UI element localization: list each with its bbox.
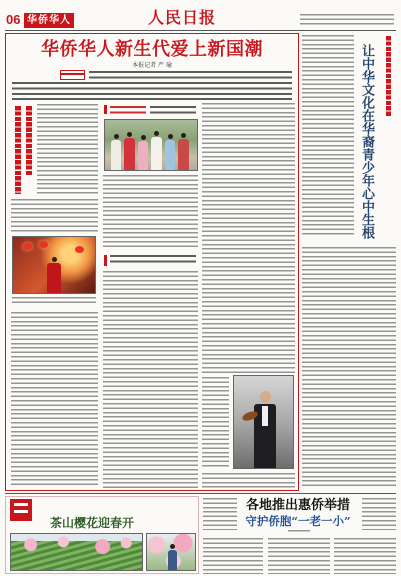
body-text: [362, 498, 396, 530]
photo-story-headline: 茶山樱花迎春开: [50, 516, 135, 530]
subheadline-marker: [104, 255, 107, 266]
subheadline-marker: [104, 105, 107, 114]
lantern: [75, 246, 84, 253]
photo-festive-lanterns: [12, 236, 96, 294]
lead-intro-text: [12, 82, 292, 100]
body-text: [202, 103, 295, 373]
subheadline: [110, 106, 146, 114]
news-subheadline: 守护侨胞“一老一小”: [245, 514, 351, 528]
page-number: 06: [6, 12, 21, 27]
body-text: [103, 175, 198, 250]
photo-caption: [12, 297, 96, 306]
body-text: [11, 312, 98, 488]
person-figure: [151, 137, 162, 171]
body-text: [334, 538, 396, 574]
lead-label-tag: [60, 70, 85, 80]
photo-tea-hills-cherry-blossoms: [10, 533, 143, 571]
person-figure: [165, 140, 175, 171]
body-text: [302, 35, 354, 235]
photo-caption: [202, 377, 229, 468]
lead-headline: 华侨华人新生代爱上新国潮: [41, 39, 263, 60]
subheadline: [110, 255, 196, 266]
vertical-subheadline: [26, 106, 32, 176]
photo-group-in-hanfu: [104, 119, 198, 171]
lantern: [39, 241, 48, 248]
body-text: [37, 104, 98, 196]
subheadline: [150, 106, 196, 114]
shirt: [262, 406, 268, 426]
body-text: [203, 538, 263, 574]
body-text: [202, 473, 295, 488]
section-tag: 华侨华人: [24, 13, 74, 28]
vertical-subheadline: [15, 106, 21, 194]
body-text: [11, 199, 98, 232]
person-figure: [138, 141, 148, 171]
section-rule: [5, 493, 396, 494]
header-dateline: [300, 14, 394, 27]
masthead-logo: 人民日报: [148, 8, 217, 27]
person-figure: [47, 263, 61, 294]
person-figure: [111, 140, 121, 171]
photo-cherry-blossoms: [146, 533, 196, 571]
lead-byline: 本报记者 严 瑜: [132, 62, 172, 69]
news-headline: 各地推出惠侨举措: [245, 498, 350, 513]
person-figure: [168, 550, 177, 571]
body-text: [103, 271, 198, 488]
person-figure: [124, 138, 135, 171]
lantern: [23, 243, 32, 250]
photo-story-tag-text: [14, 503, 28, 517]
feature-kicker: [386, 36, 391, 116]
photo-violin-performer: [233, 375, 294, 469]
body-text: [268, 538, 330, 574]
body-text: [302, 247, 396, 488]
header-rule: [5, 30, 396, 31]
lead-intro-text: [89, 71, 292, 80]
news-byline: [288, 530, 310, 533]
feature-headline: 让中华文化在华裔青少年心中生根: [359, 44, 374, 239]
person-figure: [178, 139, 189, 171]
